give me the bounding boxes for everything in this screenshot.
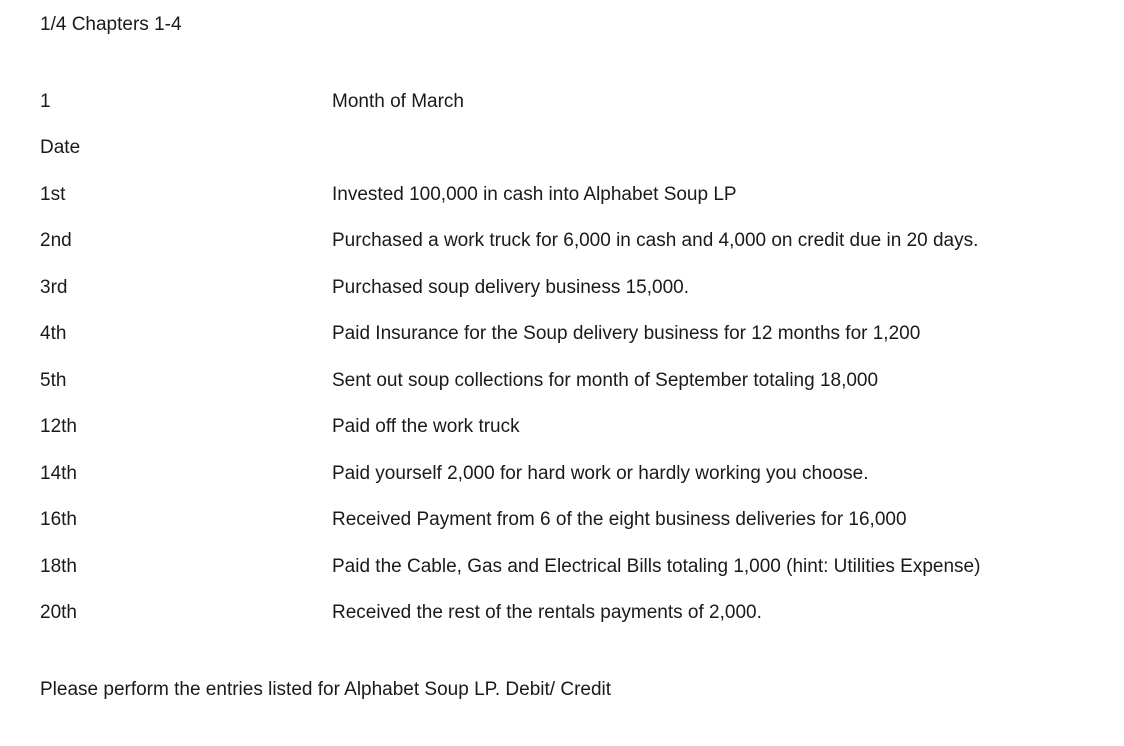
transaction-date: 20th xyxy=(40,602,77,623)
transaction-date: 1st xyxy=(40,184,66,205)
transaction-row xyxy=(40,602,1100,628)
transaction-row xyxy=(40,370,1100,396)
transaction-description: Paid Insurance for the Soup delivery business for 12 months for 1,200 xyxy=(332,323,921,344)
transaction-description: Paid the Cable, Gas and Electrical Bills totaling 1,000 (hint: Utilities Expense) xyxy=(332,556,981,577)
transaction-date: 18th xyxy=(40,556,77,577)
transaction-date: 16th xyxy=(40,509,77,530)
transaction-row xyxy=(40,230,1100,256)
transaction-row xyxy=(40,556,1100,582)
date-column-header: Date xyxy=(40,137,81,158)
transaction-date: 12th xyxy=(40,416,77,437)
instructions-text: Please perform the entries listed for Alphabet Soup LP. Debit/ Credit xyxy=(40,679,612,700)
transaction-row xyxy=(40,323,1100,349)
transaction-date: 2nd xyxy=(40,230,72,251)
transaction-date: 14th xyxy=(40,463,77,484)
transaction-description: Received the rest of the rentals payments of 2,000. xyxy=(332,602,762,623)
document-heading: 1/4 Chapters 1-4 xyxy=(40,14,182,35)
transaction-description: Purchased soup delivery business 15,000. xyxy=(332,277,690,298)
date-header-row xyxy=(40,137,1100,163)
problem-number: 1 xyxy=(40,91,51,112)
period-label: Month of March xyxy=(332,91,464,112)
transaction-description: Sent out soup collections for month of September totaling 18,000 xyxy=(332,370,879,391)
transaction-date: 4th xyxy=(40,323,67,344)
transaction-row xyxy=(40,463,1100,489)
transaction-description: Purchased a work truck for 6,000 in cash and 4,000 on credit due in 20 days. xyxy=(332,230,979,251)
transaction-description: Paid yourself 2,000 for hard work or hardly working you choose. xyxy=(332,463,869,484)
transaction-row xyxy=(40,184,1100,210)
transaction-description: Paid off the work truck xyxy=(332,416,520,437)
transaction-description: Invested 100,000 in cash into Alphabet Soup LP xyxy=(332,184,737,205)
transaction-date: 5th xyxy=(40,370,67,391)
transaction-row xyxy=(40,277,1100,303)
problem-header-row xyxy=(40,91,1100,117)
transaction-date: 3rd xyxy=(40,277,68,298)
transaction-row xyxy=(40,416,1100,442)
transaction-row xyxy=(40,509,1100,535)
transaction-description: Received Payment from 6 of the eight business deliveries for 16,000 xyxy=(332,509,907,530)
